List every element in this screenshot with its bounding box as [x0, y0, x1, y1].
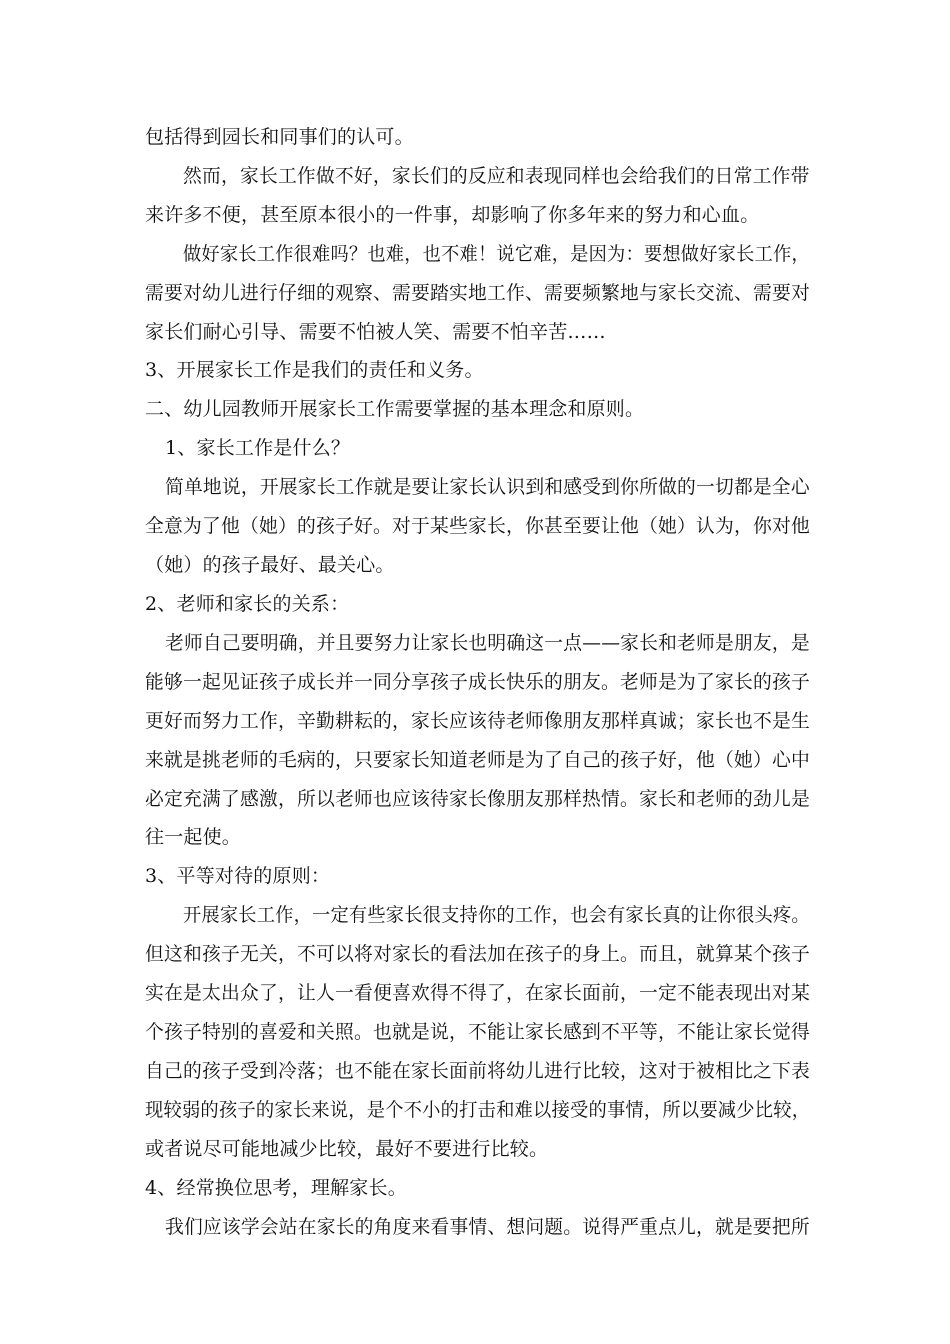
text-line: 做好家长工作很难吗？也难，也不难！说它难，是因为：要想做好家长工作， — [183, 243, 810, 265]
section-heading: 3、开展家长工作是我们的责任和义务。 — [145, 359, 484, 381]
text-line: 全意为了他（她）的孩子好。对于某些家长，你甚至要让他（她）认为，你对他 — [145, 515, 811, 537]
text-line: 个孩子特别的喜爱和关照。也就是说，不能让家长感到不平等，不能让家长觉得 — [145, 1021, 811, 1043]
text-line: 然而，家长工作做不好，家长们的反应和表现同样也会给我们的日常工作带 — [183, 165, 810, 187]
text-line: 需要对幼儿进行仔细的观察、需要踏实地工作、需要频繁地与家长交流、需要对 — [145, 282, 811, 304]
text-line: 能够一起见证孩子成长并一同分享孩子成长快乐的朋友。老师是为了家长的孩子 — [145, 671, 811, 693]
section-heading: 3、平等对待的原则： — [145, 865, 331, 887]
text-line: 往一起使。 — [145, 826, 242, 848]
text-line: 家长们耐心引导、需要不怕被人笑、需要不怕辛苦…… — [145, 321, 606, 343]
text-line: 但这和孩子无关，不可以将对家长的看法加在孩子的身上。而且，就算某个孩子 — [145, 943, 811, 965]
text-line: 来就是挑老师的毛病的，只要家长知道老师是为了自己的孩子好，他（她）心中 — [145, 749, 811, 771]
text-line: 现较弱的孩子的家长来说，是个不小的打击和难以接受的事情，所以要减少比较， — [145, 1099, 811, 1121]
text-line: （她）的孩子最好、最关心。 — [145, 554, 395, 576]
section-heading: 2、老师和家长的关系： — [145, 593, 350, 615]
text-line: 来许多不便，甚至原本很小的一件事，却影响了你多年来的努力和心血。 — [145, 204, 760, 226]
text-line: 我们应该学会站在家长的角度来看事情、想问题。说得严重点儿，就是要把所 — [165, 1216, 810, 1238]
text-line: 开展家长工作，一定有些家长很支持你的工作，也会有家长真的让你很头疼。 — [183, 904, 810, 926]
text-line: 自己的孩子受到冷落；也不能在家长面前将幼儿进行比较，这对于被相比之下表 — [145, 1060, 811, 1082]
text-line: 简单地说，开展家长工作就是要让家长认识到和感受到你所做的一切都是全心 — [165, 476, 810, 498]
text-line: 包括得到园长和同事们的认可。 — [145, 126, 414, 148]
text-line: 更好而努力工作，辛勤耕耘的，家长应该待老师像朋友那样真诚；家长也不是生 — [145, 710, 811, 732]
text-line: 老师自己要明确，并且要努力让家长也明确这一点——家长和老师是朋友，是 — [165, 632, 810, 654]
text-line: 或者说尽可能地减少比较，最好不要进行比较。 — [145, 1138, 549, 1160]
section-heading: 1、家长工作是什么？ — [165, 437, 351, 459]
section-heading: 二、幼儿园教师开展家长工作需要掌握的基本理念和原则。 — [145, 398, 645, 420]
text-line: 必定充满了感激，所以老师也应该待家长像朋友那样热情。家长和老师的劲儿是 — [145, 788, 811, 810]
section-heading: 4、经常换位思考，理解家长。 — [145, 1177, 407, 1199]
text-line: 实在是太出众了，让人一看便喜欢得不得了，在家长面前，一定不能表现出对某 — [145, 982, 811, 1004]
